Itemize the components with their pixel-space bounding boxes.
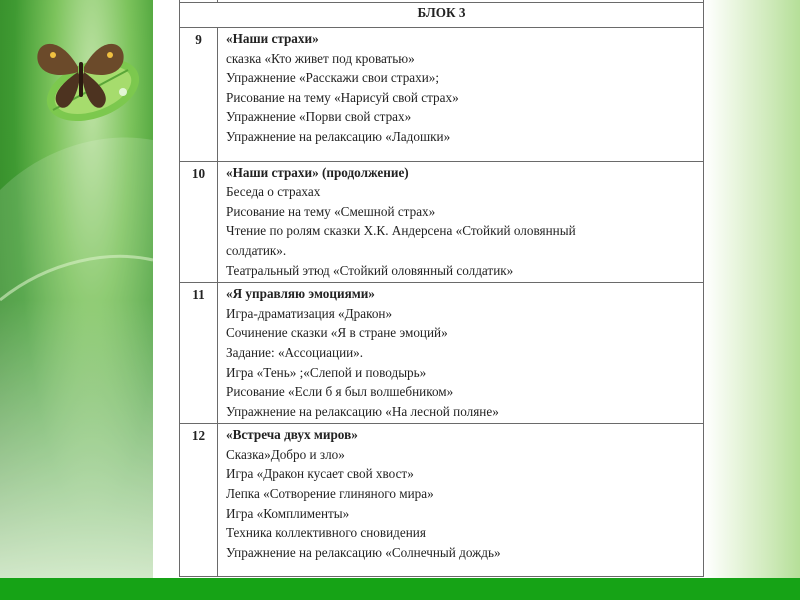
- list-item: Рисование на тему «Нарисуй свой страх»: [226, 89, 459, 105]
- row-number: 12: [180, 424, 218, 577]
- list-item: Упражнение на релаксацию «На лесной поляне»: [226, 403, 499, 419]
- row-content: [218, 283, 704, 424]
- list-item: Рисование «Если б я был волшебником»: [226, 384, 454, 400]
- list-item: Рисование на тему «Смешной страх»: [226, 203, 436, 219]
- row-title: «Я управляю эмоциями»: [226, 286, 375, 302]
- row-content: [218, 161, 704, 283]
- row-spacer: [226, 147, 697, 159]
- block-header-row: [180, 3, 704, 28]
- list-item: Задание: «Ассоциации».: [226, 344, 364, 360]
- list-item: Упражнение «Порви свой страх»: [226, 109, 412, 125]
- row-title: «Встреча двух миров»: [226, 427, 358, 443]
- list-item: Техника коллективного сновидения: [226, 525, 426, 541]
- list-item: Игра «Дракон кусает свой хвост»: [226, 466, 414, 482]
- list-item: Сказка»Добро и зло»: [226, 446, 345, 462]
- list-item: сказка «Кто живет под кроватью»: [226, 50, 415, 66]
- table-row: [180, 28, 704, 162]
- list-item: Сочинение сказки «Я в стране эмоций»: [226, 325, 448, 341]
- list-item: Чтение по ролям сказки Х.К. Андерсена «Стойкий оловянный: [226, 223, 576, 239]
- list-item: Театральный этюд «Стойкий оловянный солдатик»: [226, 262, 514, 278]
- butterfly-leaf-icon: [18, 22, 148, 132]
- list-item: солдатик».: [226, 242, 287, 258]
- green-background-right: [705, 0, 800, 600]
- block-title: БЛОК 3: [180, 3, 704, 28]
- row-number: 11: [180, 283, 218, 424]
- list-item: Упражнение на релаксацию «Солнечный дождь»: [226, 544, 501, 560]
- row-title: «Наши страхи» (продолжение): [226, 164, 409, 180]
- table-row: [180, 424, 704, 577]
- list-item: Игра-драматизация «Дракон»: [226, 305, 393, 321]
- row-title: «Наши страхи»: [226, 31, 319, 46]
- table-row: [180, 161, 704, 283]
- list-item: Упражнение на релаксацию «Ладошки»: [226, 128, 451, 144]
- table-row: [180, 283, 704, 424]
- list-item: Игра «Комплименты»: [226, 505, 350, 521]
- row-content: [218, 424, 704, 577]
- row-number: 9: [180, 28, 218, 162]
- program-table: [179, 0, 704, 577]
- list-item: Лепка «Сотворение глиняного мира»: [226, 486, 434, 502]
- bottom-green-bar: [0, 578, 800, 600]
- list-item: Беседа о страхах: [226, 184, 321, 200]
- row-number: 10: [180, 161, 218, 283]
- list-item: Игра «Тень» ;«Слепой и поводырь»: [226, 364, 427, 380]
- list-item: Упражнение «Расскажи свои страхи»;: [226, 70, 440, 86]
- row-spacer: [226, 562, 697, 574]
- row-content: [218, 28, 704, 162]
